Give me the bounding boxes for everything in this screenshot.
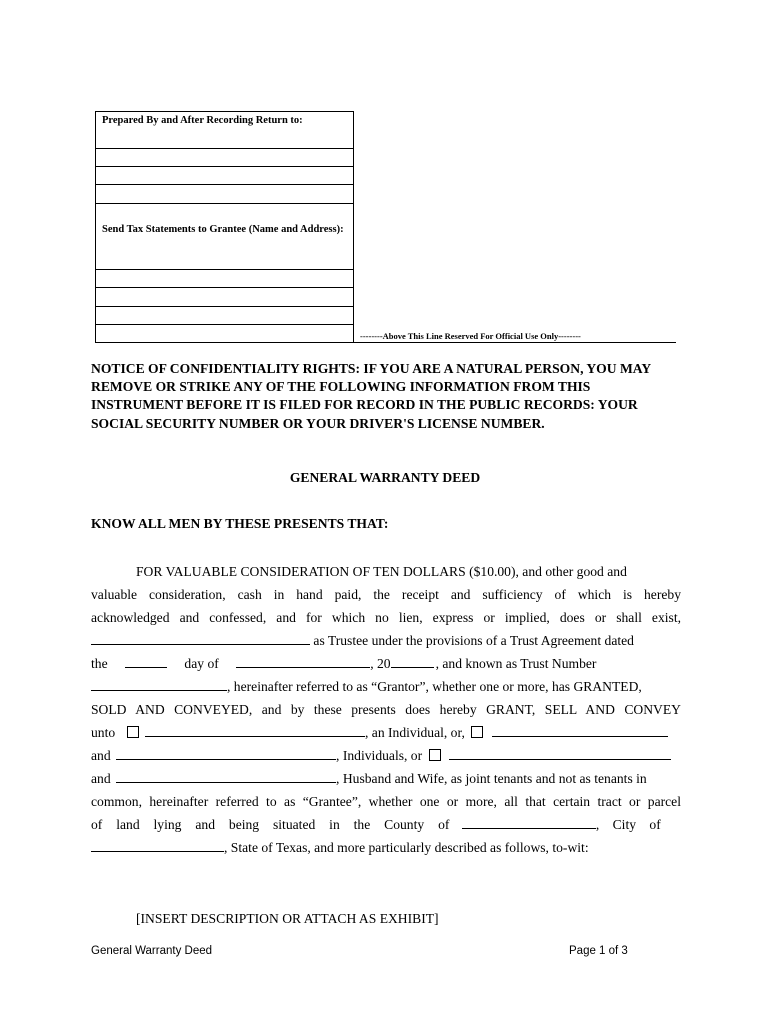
know-all-men-heading: KNOW ALL MEN BY THESE PRESENTS THAT: bbox=[91, 516, 389, 531]
body-line-7: SOLD AND CONVEYED, and by these presents does hereby GRANT, SELL AND CONVEY bbox=[91, 702, 681, 717]
grantee-line-3[interactable] bbox=[96, 306, 353, 307]
return-to-line-3[interactable] bbox=[96, 184, 353, 185]
body-line-6 bbox=[91, 676, 681, 698]
wife-field[interactable] bbox=[116, 770, 336, 783]
county-field[interactable] bbox=[462, 816, 596, 829]
husband-wife-checkbox[interactable] bbox=[429, 749, 441, 761]
day-field[interactable] bbox=[125, 655, 167, 668]
individual-or-text: , an Individual, or, bbox=[364, 725, 465, 740]
grantee-line-2[interactable] bbox=[96, 287, 353, 288]
individual-grantee-field[interactable] bbox=[145, 724, 365, 737]
official-use-note: --------Above This Line Reserved For Official Use Only-------- bbox=[360, 331, 581, 341]
and-text-1: and bbox=[91, 748, 111, 763]
year-field[interactable] bbox=[391, 655, 434, 668]
individuals-grantee-field-2[interactable] bbox=[116, 747, 336, 760]
grantor-text: , hereinafter referred to as “Grantor”, whether one or more, has GRANTED, bbox=[227, 679, 642, 694]
confidentiality-notice: NOTICE OF CONFIDENTIALITY RIGHTS: IF YOU ARE A NATURAL PERSON, YOU MAY REMOVE OR STRIKE ANY OF THE FOLLOWING INFORMATION FROM THIS INSTRUMENT BEFORE IT IS FILED FOR RECORD IN THE PUBLIC RECORDS: YOUR SOCIAL SECURITY NUMBER OR YOUR DRIVER'S LICENSE NUMBER. bbox=[91, 361, 651, 431]
year-prefix: , 20 bbox=[370, 656, 391, 671]
body-line-5 bbox=[91, 653, 681, 675]
trust-number-text: , and known as Trust Number bbox=[435, 656, 597, 671]
insert-description-placeholder: [INSERT DESCRIPTION OR ATTACH AS EXHIBIT] bbox=[136, 911, 439, 926]
individuals-or-text: , Individuals, or bbox=[336, 748, 423, 763]
and-text-2: and bbox=[91, 771, 111, 786]
month-field[interactable] bbox=[236, 655, 370, 668]
return-to-line-1[interactable] bbox=[96, 148, 353, 149]
husband-field[interactable] bbox=[449, 747, 671, 760]
document-title-text: GENERAL WARRANTY DEED bbox=[289, 470, 481, 485]
individual-checkbox[interactable] bbox=[127, 726, 139, 738]
unto-text: unto bbox=[91, 725, 116, 740]
recording-box bbox=[95, 111, 354, 343]
body-line-4 bbox=[91, 630, 681, 652]
body-line-3: acknowledged and confessed, and for which no lien, express or implied, does or shall exist, bbox=[91, 610, 681, 625]
official-use-line bbox=[354, 342, 676, 343]
tax-statements-label: Send Tax Statements to Grantee (Name and Address): bbox=[102, 224, 344, 235]
state-text: , State of Texas, and more particularly described as follows, to-wit: bbox=[224, 840, 589, 855]
return-to-line-2[interactable] bbox=[96, 166, 353, 167]
body-line-4-text: as Trustee under the provisions of a Trust Agreement dated bbox=[313, 633, 634, 648]
day-of-text: day of bbox=[184, 656, 219, 671]
individuals-grantee-field-1[interactable] bbox=[492, 724, 668, 737]
return-to-line-4[interactable] bbox=[96, 203, 353, 204]
grantee-line-4[interactable] bbox=[96, 324, 353, 325]
individuals-checkbox[interactable] bbox=[471, 726, 483, 738]
body-line-11: common, hereinafter referred to as “Grantee”, whether one or more, all that certain tract or parcel bbox=[91, 794, 681, 809]
document-title bbox=[0, 470, 770, 486]
body-line-9 bbox=[91, 745, 681, 767]
prepared-by-label: Prepared By and After Recording Return to: bbox=[102, 115, 303, 126]
body-line-1: FOR VALUABLE CONSIDERATION OF TEN DOLLARS ($10.00), and other good and bbox=[136, 564, 627, 579]
trust-number-field[interactable] bbox=[91, 678, 227, 691]
body-line-8 bbox=[91, 722, 681, 744]
city-field[interactable] bbox=[91, 839, 224, 852]
footer-page-number: Page 1 of 3 bbox=[569, 945, 628, 957]
the-word: the bbox=[91, 656, 108, 671]
body-line-12 bbox=[91, 814, 681, 836]
county-text: of land lying and being situated in the County of bbox=[91, 817, 450, 832]
footer-document-name: General Warranty Deed bbox=[91, 945, 213, 957]
body-line-13 bbox=[91, 837, 681, 859]
husband-wife-text: , Husband and Wife, as joint tenants and not as tenants in bbox=[336, 771, 647, 786]
grantee-line-1[interactable] bbox=[96, 269, 353, 270]
body-line-2: valuable consideration, cash in hand paid, the receipt and sufficiency of which is hereby bbox=[91, 587, 681, 602]
trustee-name-field[interactable] bbox=[91, 632, 310, 645]
body-line-10 bbox=[91, 768, 681, 790]
city-text: , City of bbox=[595, 817, 661, 832]
